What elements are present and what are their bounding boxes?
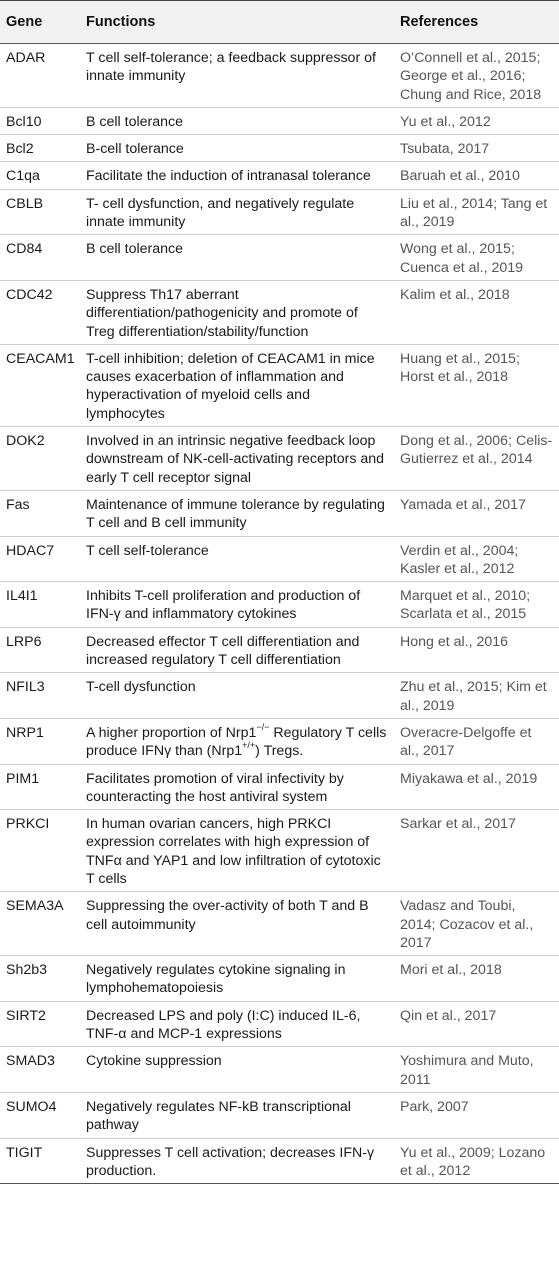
gene-cell: NFIL3 (6, 679, 45, 696)
gene-cell: SEMA3A (6, 898, 64, 915)
gene-cell: SIRT2 (6, 1007, 46, 1024)
reference-cell: Overacre-Delgoffe et al., 2017 (400, 724, 532, 760)
function-cell: T cell self-tolerance; a feedback suppressor of innate immunity (86, 50, 376, 85)
reference-cell: Dong et al., 2006; Celis-Gutierrez et al., 2014 (400, 433, 553, 468)
header-row (0, 1, 559, 44)
function-text: Regulatory T cells produce IFNγ than (Nrp1 (86, 724, 387, 760)
table-row (0, 189, 559, 235)
function-cell: T-cell dysfunction (86, 679, 196, 696)
reference-cell: Marquet et al., 2010; Scarlata et al., 2015 (400, 588, 531, 623)
function-cell: B cell tolerance (86, 113, 183, 130)
table-row (0, 810, 559, 892)
function-cell: Negatively regulates NF-kB transcriptional pathway (86, 1098, 351, 1134)
function-text: A higher proportion of Nrp1 (86, 724, 257, 741)
table-row (0, 1138, 559, 1184)
reference-cell: Liu et al., 2014; Tang et al., 2019 (400, 195, 548, 231)
gene-cell: TIGIT (6, 1144, 43, 1161)
table-row (0, 1047, 559, 1093)
gene-cell: CBLB (6, 195, 44, 212)
function-cell (80, 718, 394, 764)
table-row (0, 764, 559, 810)
table-row (0, 1001, 559, 1047)
reference-cell: Wong et al., 2015; Cuenca et al., 2019 (400, 241, 524, 276)
function-cell: T-cell inhibition; deletion of CEACAM1 in mice causes exacerbation of inflammation and hyperactivation of myeloid cells and lymphocytes (86, 350, 375, 422)
reference-cell: Huang et al., 2015; Horst et al., 2018 (400, 350, 520, 386)
function-cell: Negatively regulates cytokine signaling in lymphohematopoiesis (86, 962, 346, 997)
gene-cell: Bcl10 (6, 113, 42, 130)
function-cell: T cell self-tolerance (86, 542, 209, 559)
reference-cell: Zhu et al., 2015; Kim et al., 2019 (400, 679, 547, 714)
reference-cell: Qin et al., 2017 (400, 1007, 497, 1024)
gene-cell: PRKCI (6, 816, 50, 833)
function-cell: Cytokine suppression (86, 1053, 222, 1070)
superscript-knockout: −/− (256, 722, 270, 733)
function-text: ) Tregs. (255, 743, 304, 760)
function-cell: B-cell tolerance (86, 141, 184, 158)
reference-cell: Baruah et al., 2010 (400, 168, 520, 185)
table-row (0, 280, 559, 344)
function-cell: Facilitate the induction of intranasal tolerance (86, 168, 371, 185)
function-cell: Decreased LPS and poly (I:C) induced IL-6, TNF-α and MCP-1 expressions (86, 1007, 361, 1043)
gene-cell: C1qa (6, 168, 40, 185)
function-cell: B cell tolerance (86, 241, 183, 258)
function-cell: Suppress Th17 aberrant differentiation/pathogenicity and promote of Treg differentiation/stability/function (86, 286, 358, 340)
table-body (0, 44, 559, 1184)
reference-cell: O’Connell et al., 2015; George et al., 2016; Chung and Rice, 2018 (400, 50, 542, 103)
reference-cell: Tsubata, 2017 (400, 141, 490, 158)
function-cell: Suppressing the over-activity of both T and B cell autoimmunity (86, 898, 369, 933)
reference-cell: Yamada et al., 2017 (400, 496, 526, 513)
function-cell: Involved in an intrinsic negative feedback loop downstream of NK-cell-activating receptors and early T cell receptor signal (86, 433, 385, 486)
table-row (0, 162, 559, 189)
reference-cell: Miyakawa et al., 2019 (400, 770, 538, 787)
function-cell: In human ovarian cancers, high PRKCI expression correlates with high expression of TNFα and YAP1 and low infiltration of cytotoxic T cells (86, 816, 381, 887)
gene-cell: PIM1 (6, 770, 40, 787)
header-functions: Functions (86, 14, 156, 30)
gene-cell: DOK2 (6, 433, 45, 450)
gene-cell: LRP6 (6, 633, 42, 650)
function-cell: Maintenance of immune tolerance by regulating T cell and B cell immunity (86, 496, 385, 532)
gene-cell: CD84 (6, 241, 43, 258)
table-row (0, 673, 559, 719)
table-row (0, 582, 559, 628)
reference-cell: Verdin et al., 2004; Kasler et al., 2012 (400, 542, 519, 577)
table-row (0, 135, 559, 162)
gene-cell: NRP1 (6, 724, 44, 741)
table-row (0, 536, 559, 582)
reference-cell: Yoshimura and Muto, 2011 (400, 1053, 534, 1088)
gene-cell: SMAD3 (6, 1053, 55, 1070)
gene-cell: Sh2b3 (6, 962, 48, 979)
table-row (0, 344, 559, 426)
function-cell: Suppresses T cell activation; decreases IFN-γ production. (86, 1144, 375, 1179)
header-references: References (400, 14, 479, 30)
function-cell: Inhibits T-cell proliferation and production of IFN-γ and inflammatory cytokines (86, 588, 361, 623)
table-row (0, 44, 559, 108)
gene-cell: CDC42 (6, 286, 53, 303)
table-row (0, 490, 559, 536)
reference-cell: Yu et al., 2009; Lozano et al., 2012 (400, 1144, 546, 1179)
gene-cell: IL4I1 (6, 588, 38, 605)
reference-cell: Mori et al., 2018 (400, 962, 502, 979)
table-header (0, 1, 559, 44)
reference-cell: Yu et al., 2012 (400, 113, 491, 130)
reference-cell: Kalim et al., 2018 (400, 286, 510, 303)
gene-cell: CEACAM1 (6, 350, 75, 367)
function-cell: T- cell dysfunction, and negatively regulate innate immunity (86, 195, 355, 231)
table-row (0, 235, 559, 281)
reference-cell: Park, 2007 (400, 1098, 469, 1115)
table-row (0, 956, 559, 1002)
table-row (0, 107, 559, 134)
gene-cell: SUMO4 (6, 1098, 57, 1115)
header-gene: Gene (6, 14, 43, 30)
reference-cell: Sarkar et al., 2017 (400, 816, 516, 833)
reference-cell: Vadasz and Toubi, 2014; Cozacov et al., 2017 (400, 898, 534, 951)
table-row (0, 1092, 559, 1138)
table-row (0, 892, 559, 956)
gene-cell: Fas (6, 496, 30, 513)
table-row (0, 627, 559, 673)
gene-cell: ADAR (6, 50, 46, 66)
reference-cell: Hong et al., 2016 (400, 633, 509, 650)
superscript-wildtype: +/+ (242, 740, 256, 751)
function-cell: Decreased effector T cell differentiation and increased regulatory T cell differentiation (86, 633, 360, 669)
gene-cell: Bcl2 (6, 141, 34, 158)
gene-cell: HDAC7 (6, 542, 55, 559)
function-cell: Facilitates promotion of viral infectivity by counteracting the host antiviral system (86, 770, 344, 805)
table-row (0, 427, 559, 491)
table-row (0, 718, 559, 764)
